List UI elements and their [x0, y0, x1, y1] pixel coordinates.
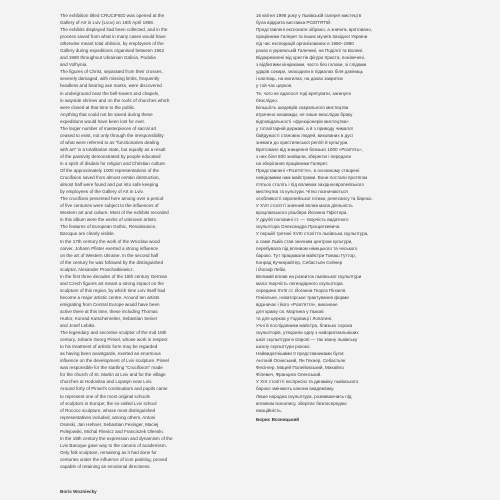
text-line: Відокремлені від хрестів фігури Христа, понівечені,: [256, 55, 365, 61]
ukrainian-signature: Борис Возницький: [256, 417, 300, 422]
text-line: скульпторів, утворили одну з найоригінальніших: [256, 330, 359, 336]
text-line: was responsible for the startling "Crucifixion" made: [60, 365, 163, 371]
text-line: Фесінгер, Мацей Полейовський, Михайло: [256, 365, 344, 371]
text-line: середини XVIII ст. Йоганна Георга Пінзеля.: [256, 287, 347, 293]
text-line: мистецтва та культури. Чітко позначаються: [256, 189, 348, 195]
text-line: The legendary and secretive sculptor of the mid 18th: [60, 330, 167, 336]
text-line: невідомими нам майстрами. Вони постали протягом: [256, 175, 368, 181]
text-line: The larger number of masterpieces of sacral art: [60, 125, 157, 131]
text-line: У першій третині XVIII століття львівська скульптура,: [256, 231, 369, 237]
text-line: у той час церков.: [256, 83, 293, 89]
text-line: роках в українській Галичині, на Поділлі та Волині.: [256, 48, 364, 54]
text-line: in underground near the bell-towers and chapels,: [60, 90, 160, 96]
text-line: з відбитими кінцівками, часто без голови, зі слідами: [256, 62, 367, 68]
text-line: а саме Львів став значним центром культури,: [256, 238, 353, 244]
text-line: у тоталітарній державі, а й з приводу чималої: [256, 125, 353, 131]
text-line: and 1980 throughout Ukrainian Galicia, Podolia: [60, 55, 156, 61]
text-line: of Rococo sculpture, whose most distinguished: [60, 407, 156, 413]
text-line: The figures of Christ, separated from their crosses,: [60, 69, 163, 75]
text-line: active there at this time, these including Thomas: [60, 308, 158, 314]
text-line: Anything that could not be saved during these: [60, 111, 153, 117]
text-line: of sculptors in Europe; the so-called Lviv school: [60, 400, 157, 406]
text-line: influence on the development of Lviv sculpture. Pinsel: [60, 358, 169, 364]
text-line: п'ятьох століть і під впливом західноєвропейського: [256, 182, 365, 188]
text-line: expeditions would have been lost for ever.: [60, 118, 146, 124]
text-line: Gallery during expeditions organised between 1962: [60, 48, 165, 54]
text-line: під час експедицій організованих в 1960–1980: [256, 41, 354, 47]
text-line: з них біля 500 знайшли, зберегли і передали: [256, 153, 352, 159]
text-line: emigrating from Central Europe would have been: [60, 301, 160, 307]
text-line: in wayside shrines and on the roofs of churches which: [60, 97, 170, 103]
text-line: The exhibits displayed had been collected, and in the: [60, 27, 168, 33]
text-line: Crucifixion saved from almost certain destruction,: [60, 175, 160, 181]
text-line: Представлені експонати зібрано, а значить врятовано,: [256, 27, 373, 33]
text-line: впливом іконопису, зберігає безпосередню: [256, 400, 347, 406]
text-line: відзначає і його «Розп'яття», виконане: [256, 301, 338, 307]
text-line: of the passivity demonstrated by people educated: [60, 153, 161, 159]
text-line: centuries under the influence of icon painting, proved: [60, 456, 168, 462]
text-line: Геніальне, новаторське трактування форми: [256, 294, 349, 300]
text-line: Учні й послідовники майстра, близько сорока: [256, 323, 353, 329]
text-line: capable of retaining an emotional directness.: [60, 464, 151, 469]
text-line: вроцлавського різьбяра Йоганна Пфістера.: [256, 210, 348, 216]
text-line: and Josef Lebiks.: [60, 323, 96, 329]
text-line: by employees of the Gallery of Art in Lviv.: [60, 189, 144, 195]
text-line: of five centuries were subject to the influences of: [60, 203, 159, 209]
text-line: 16 квітня 1998 року у Львівській галереї мистецтв: [256, 13, 362, 18]
text-line: працівники Галереї та інших музеїв Західної України: [256, 34, 368, 40]
text-line: of the century he was followed by the distinguished: [60, 259, 164, 265]
text-line: Великий вплив на розвиток львівської скульптури: [256, 273, 362, 279]
text-line: were closed at that time to the public.: [60, 104, 136, 110]
text-line: школу скульптури рококо.: [256, 344, 311, 350]
text-line: перебувала під впливом німецького та чеського: [256, 245, 358, 251]
text-line: Лише народна скульптура, розвиваючись під: [256, 393, 352, 399]
text-line: In the 19th century the expression and dynamism of the: [60, 435, 173, 441]
text-line: Western art and culture. Most of the exhibits recorded: [60, 210, 169, 216]
text-line: to his treatment of artistic form may be regarded: [60, 344, 158, 350]
text-line: шкіл скульптури в Європі — так звану львівську: [256, 337, 358, 343]
text-line: otherwise meant total oblivion, by employees of the: [60, 41, 164, 47]
text-line: In the first three decades of the 18th century German: [60, 273, 168, 279]
english-signature: Boris Wozniecky: [60, 489, 97, 494]
text-line: втрачено назавжди, не лише внаслідок браку: [256, 111, 353, 117]
text-line: and Czech figures art meant a strong impact on the: [60, 280, 164, 286]
text-line: емоційність.: [256, 407, 282, 413]
text-line: headless and bearing axe marks, were discovered: [60, 83, 162, 89]
text-line: У XVII столітті значний вплив мала діяльність: [256, 203, 353, 209]
text-line: особливості європейської готики, ренесансу та бароко.: [256, 196, 373, 202]
text-line: Філевич, Франциск Оленський.: [256, 372, 322, 378]
text-line: Around forty of Pinsel's continuators and pupils came: [60, 386, 168, 392]
text-line: In the 17th century the work of the Wroclaw wood: [60, 238, 160, 244]
text-line: відповідальності «функціонерів мистецтва»: [256, 118, 349, 124]
text-line: ceased to exist, not only through the irresponsibility: [60, 132, 164, 138]
text-line: бароко. Тут працювали майстри Томаш Гуттор,: [256, 252, 356, 258]
text-line: Of the approximately 1000 representations of the: [60, 168, 160, 174]
text-line: century, Johann Georg Pinsel, whose work in respect: [60, 337, 168, 343]
text-line: і каплиць, на могилах, на дахах закритих: [256, 76, 343, 82]
text-line: Osinski, Jan Hehner, Sebastian Fesinger, Maciej: [60, 421, 159, 427]
text-line: process saved from what in many cases would have: [60, 34, 166, 40]
ukrainian-text-column: [256, 12, 452, 414]
text-line: carver, Johann Pfister exerted a strong influence: [60, 245, 159, 251]
text-line: representatives included, among others, Antoni: [60, 414, 156, 420]
text-line: бароко змінюють канони академізму.: [256, 386, 335, 392]
text-line: almost half were found and put into safe keeping: [60, 182, 159, 188]
text-line: на зберігання працівники Галереї.: [256, 160, 329, 166]
text-line: Gallery of Art in Lviv (Lvov) on 16th April 1998.: [60, 20, 155, 26]
text-line: Більшість шедеврів сакрального мистецтва: [256, 104, 349, 110]
text-line: sculpture of this region, by which time Lviv itself had: [60, 287, 166, 293]
text-line: The features of European Gothic, Renaissance,: [60, 224, 157, 230]
text-line: become a major artistic centre. Around ten artists: [60, 294, 160, 300]
text-line: as having been avantgarde, exerted an enormous: [60, 351, 161, 357]
text-line: Huttor, Konrad Kutschenreiter, Sebastian Seiner: [60, 316, 158, 322]
text-line: мала творчість легендарного скульптора: [256, 280, 343, 286]
text-line: on the art of Western Ukraine. In the second half: [60, 252, 159, 258]
text-line: Представлені «Розп'яття», в основному створені: [256, 168, 360, 174]
text-line: churches at Hodovitsa and Lopatyn near Lviv.: [60, 379, 153, 385]
text-line: байдужості станових людей, вихованих в дусі: [256, 132, 353, 138]
text-line: The exhibition titled CRUCIFIED was opened at the: [60, 13, 165, 18]
text-line: Baroque are clearly visible.: [60, 231, 115, 237]
text-line: Те, чого не вдалося тоді врятувати, загинуло: [256, 90, 352, 96]
text-line: to represent one of the most original schools: [60, 393, 150, 399]
text-line: Найвидатнішими її представниками були:: [256, 351, 345, 357]
text-line: Конрад Кучинрайтер, Себастьян Сейнер: [256, 259, 343, 265]
text-line: and Volhynia.: [60, 62, 88, 68]
text-line: for the church of St. Martin at Lviv and for the village: [60, 372, 166, 378]
text-line: of what were referred to as "functionaries dealing: [60, 139, 160, 145]
text-line: У другій половині ст. — творчість видатного: [256, 217, 349, 223]
text-line: і Йосиф Лебік.: [256, 266, 287, 272]
text-line: with art" in a totalitarian state, but equally as a result: [60, 146, 166, 152]
text-line: The crucifixes presented here among over a period: [60, 196, 164, 202]
text-line: ударів сокири, знаходили в підвалах біля дзвіниць: [256, 69, 364, 75]
text-line: severely damaged, with missing limbs, frequently: [60, 76, 160, 82]
text-line: sculptor, Alexander Proschatkiewicz.: [60, 266, 134, 272]
text-line: Polejowski, Michal Filevicz and Franciszek Olenski.: [60, 428, 164, 434]
text-line: та для церков у Годовиці і Лопатині.: [256, 316, 333, 322]
text-line: безслідно.: [256, 97, 279, 103]
text-line: У XIX столітті експресію та динаміку львівського: [256, 379, 359, 385]
text-line: скульптора Олександра Прощаткевича.: [256, 224, 341, 230]
text-line: Only folk sculpture, remaining as it had done for: [60, 449, 157, 455]
text-line: для храму св. Мартина у Львові: [256, 308, 324, 314]
english-text-column: [60, 12, 245, 470]
text-line: Lviv Baroque gave way to the canons of academism.: [60, 442, 167, 448]
text-line: Врятовано від знищення близько 1000 «Розп'ять»,: [256, 146, 363, 152]
text-line: in this album were the works of unknown artists.: [60, 217, 158, 223]
text-line: була відкрита виставка РОЗП'ЯТІЙ.: [256, 20, 332, 26]
text-line: Антоній Осинський, Ян Гехнер, Себастьян: [256, 358, 346, 364]
text-line: зневаги до християнської релігії й культури.: [256, 139, 349, 145]
text-line: in a spirit of disdain for religion and Christian culture.: [60, 160, 167, 166]
